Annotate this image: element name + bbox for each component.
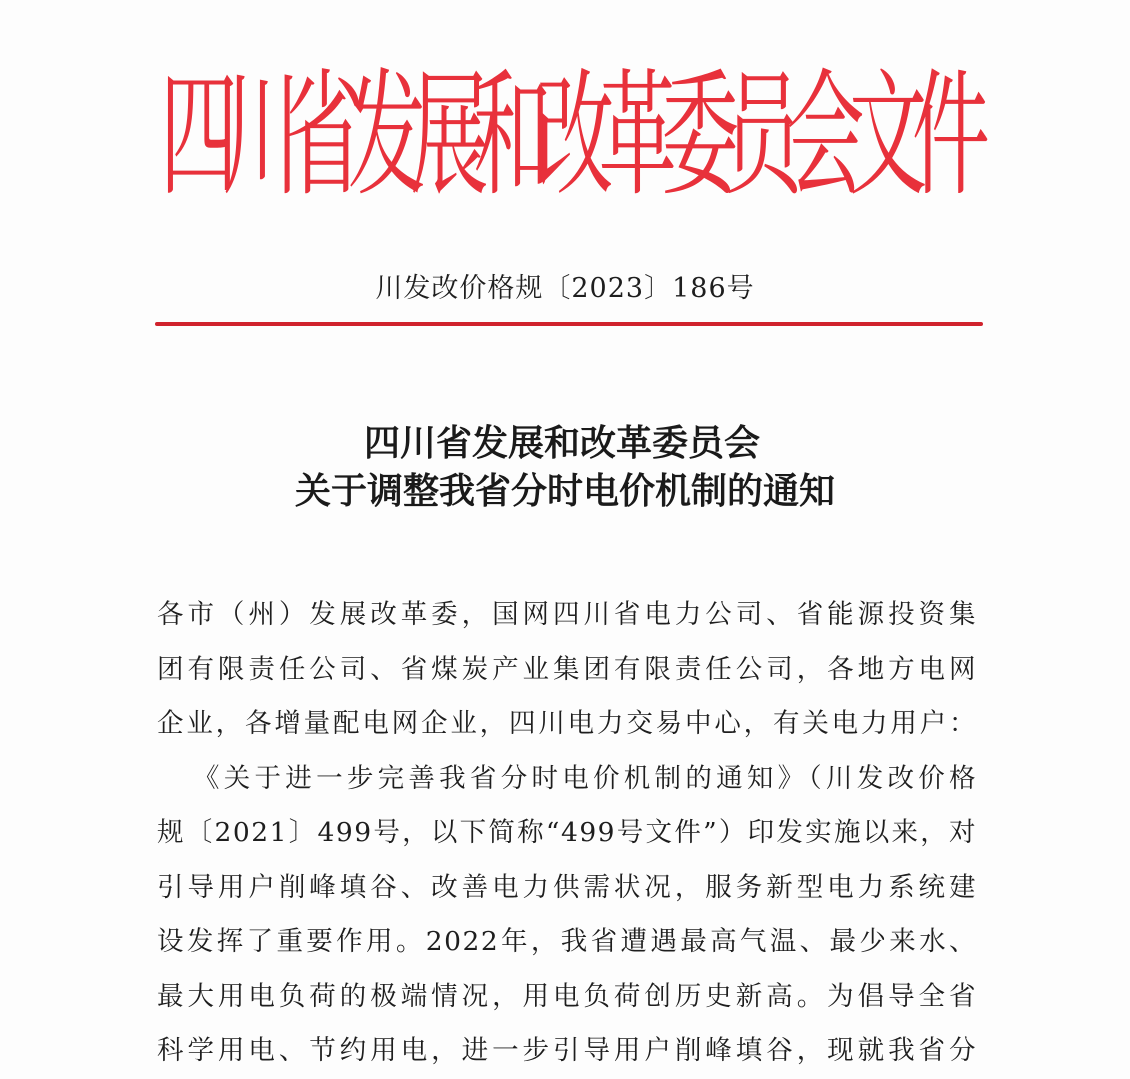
masthead-char: 省 <box>285 58 364 216</box>
masthead-char: 川 <box>222 58 301 216</box>
masthead-char: 展 <box>410 58 489 216</box>
notice-body <box>157 588 977 1079</box>
text-line: 设发挥了重要作用。2022年，我省遭遇最高气温、最少来水、 <box>157 926 977 957</box>
masthead-char: 和 <box>473 58 552 216</box>
text-line: 科学用电、节约用电，进一步引导用户削峰填谷，现就我省分 <box>157 1035 977 1066</box>
masthead-char: 员 <box>723 58 802 216</box>
text-line: 引导用户削峰填谷、改善电力供需状况，服务新型电力系统建 <box>157 871 977 903</box>
document-masthead <box>160 58 990 216</box>
addressee-paragraph <box>157 588 977 752</box>
text-line: 最大用电负荷的极端情况，用电负荷创历史新高。为倡导全省 <box>157 980 977 1012</box>
red-divider-rule <box>155 322 983 326</box>
text-line: 各市（州）发展改革委，国网四川省电力公司、省能源投资集 <box>157 599 977 630</box>
masthead-char: 改 <box>535 58 614 216</box>
text-line: 规〔2021〕499号，以下简称“499号文件”）印发实施以来，对 <box>157 817 977 848</box>
notice-title-subject: 关于调整我省分时电价机制的通知 <box>294 471 835 512</box>
masthead-char: 革 <box>598 58 677 216</box>
masthead-char: 四 <box>160 58 239 216</box>
text-line: 《关于进一步完善我省分时电价机制的通知》（川发改价格 <box>193 762 977 794</box>
body-paragraph <box>157 752 977 1079</box>
masthead-char: 委 <box>661 58 740 216</box>
text-line: 团有限责任公司、省煤炭产业集团有限责任公司，各地方电网 <box>157 653 977 685</box>
text-line: 企业，各增量配电网企业，四川电力交易中心，有关电力用户： <box>157 708 977 739</box>
notice-title <box>0 420 1130 516</box>
masthead-char: 文 <box>849 58 928 216</box>
notice-title-issuer: 四川省发展和改革委员会 <box>363 423 760 464</box>
masthead-char: 会 <box>786 58 865 216</box>
masthead-char: 发 <box>347 58 426 216</box>
masthead-char: 件 <box>911 58 990 216</box>
document-number: 川发改价格规〔2023〕186号 <box>375 273 755 304</box>
